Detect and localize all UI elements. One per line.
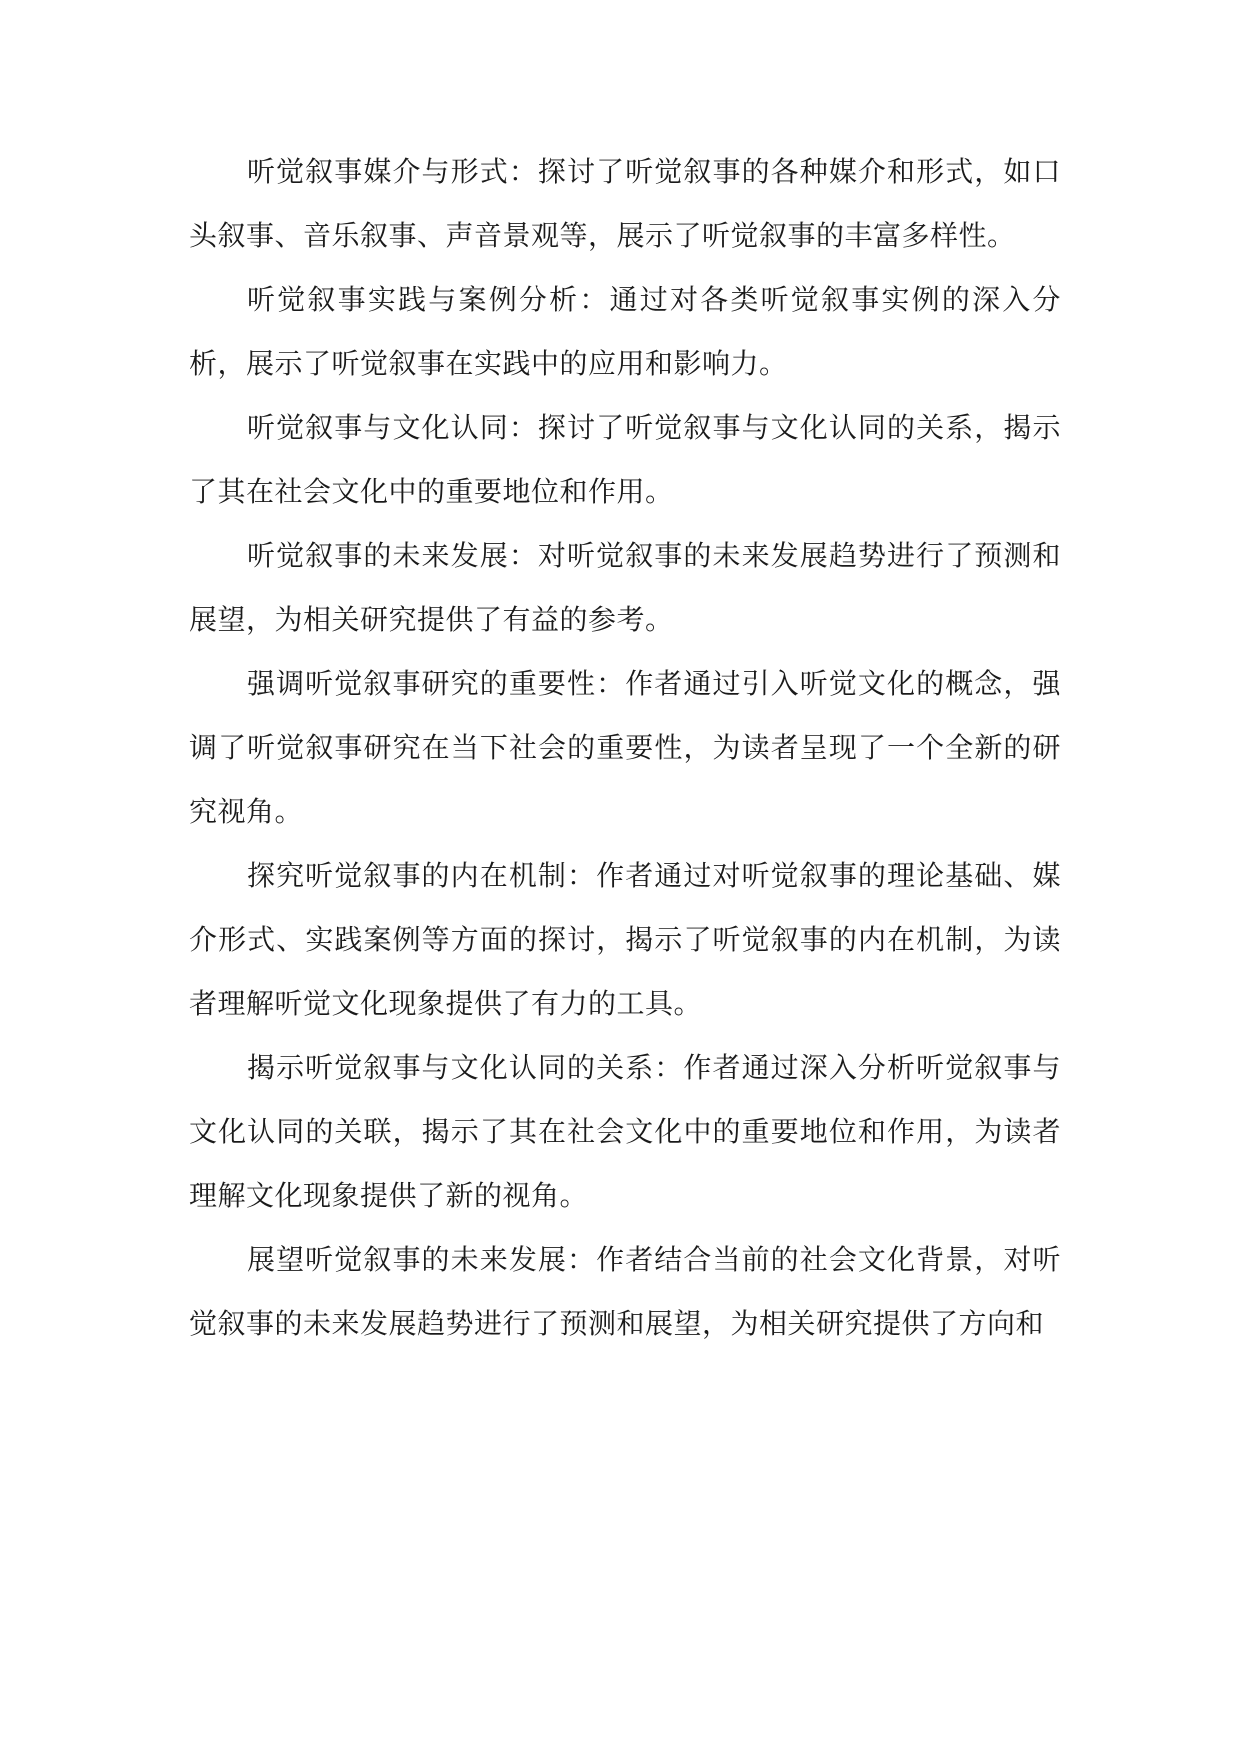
paragraph-research-importance: 强调听觉叙事研究的重要性：作者通过引入听觉文化的概念，强调了听觉叙事研究在当下社会的重要性，为读者呈现了一个全新的研究视角。 [189,667,1061,828]
paragraph-future-development: 听觉叙事的未来发展：对听觉叙事的未来发展趋势进行了预测和展望，为相关研究提供了有益的参考。 [189,539,1061,636]
document-body [189,140,1061,1356]
paragraph-future-outlook: 展望听觉叙事的未来发展：作者结合当前的社会文化背景，对听觉叙事的未来发展趋势进行了预测和展望，为相关研究提供了方向和 [189,1243,1061,1340]
paragraph-media-and-forms: 听觉叙事媒介与形式：探讨了听觉叙事的各种媒介和形式，如口头叙事、音乐叙事、声音景观等，展示了听觉叙事的丰富多样性。 [189,155,1061,252]
paragraph-practice-and-cases: 听觉叙事实践与案例分析：通过对各类听觉叙事实例的深入分析，展示了听觉叙事在实践中的应用和影响力。 [189,283,1061,380]
paragraph-cultural-identity: 听觉叙事与文化认同：探讨了听觉叙事与文化认同的关系，揭示了其在社会文化中的重要地位和作用。 [189,411,1061,508]
paragraph-identity-relationship: 揭示听觉叙事与文化认同的关系：作者通过深入分析听觉叙事与文化认同的关联，揭示了其在社会文化中的重要地位和作用，为读者理解文化现象提供了新的视角。 [189,1051,1061,1212]
paragraph-internal-mechanism: 探究听觉叙事的内在机制：作者通过对听觉叙事的理论基础、媒介形式、实践案例等方面的探讨，揭示了听觉叙事的内在机制，为读者理解听觉文化现象提供了有力的工具。 [189,859,1061,1020]
